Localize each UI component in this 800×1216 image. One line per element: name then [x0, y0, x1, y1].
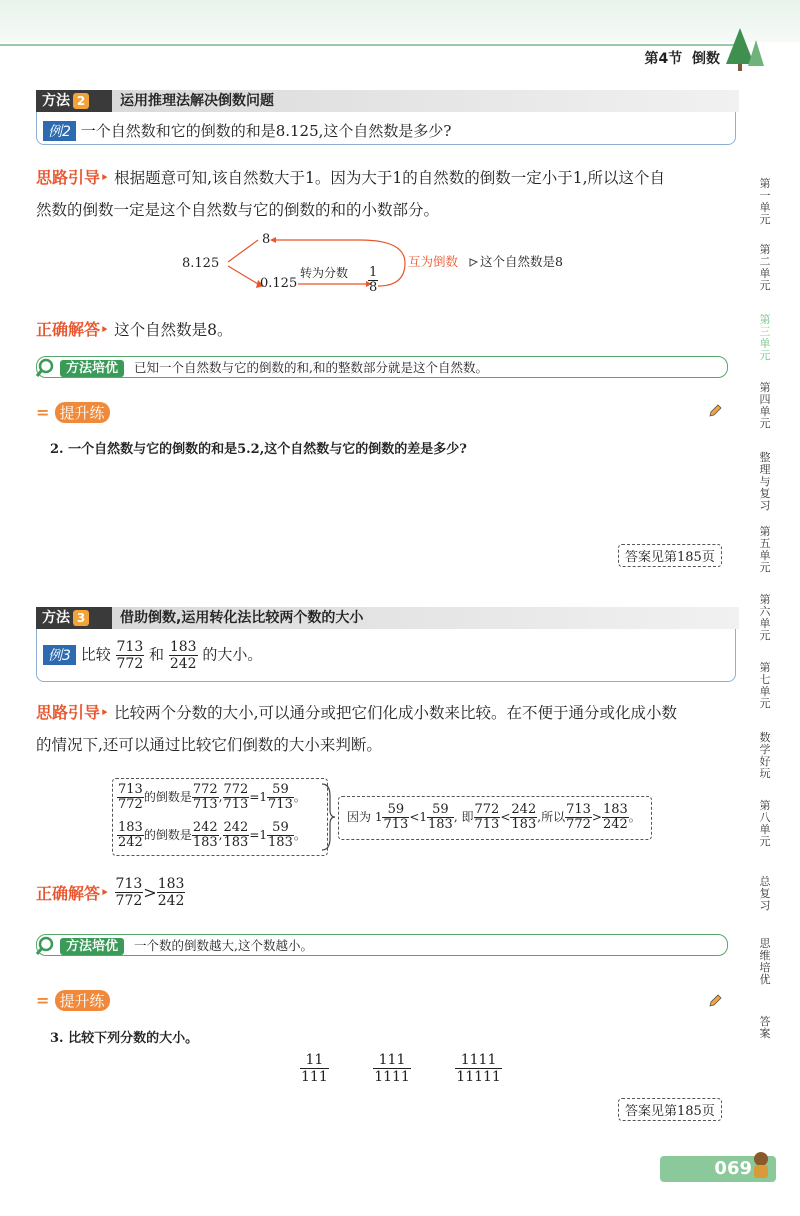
method2-tag: 方法 2	[36, 90, 112, 112]
answer-fraction-1: $\frac{713}{772}$	[115, 876, 143, 909]
answer-fraction-2: $\frac{183}{242}$	[157, 876, 185, 909]
diagram-top: 8	[262, 232, 271, 247]
reciprocal-box	[112, 778, 328, 856]
conclusion-line: 因为 1 $\frac{59}{713}$ <1 $\frac{59}{183}$ , 即 $\frac{772}{713}$ < $\frac{242}{183}$ ,所以 $\frac{713}{772}$ > $\frac{183}{242}$ 。	[347, 802, 641, 832]
question-fraction: $\frac{1111}{11111}$	[456, 1052, 501, 1085]
tip-text: 一个数的倒数越大,这个数越小。	[134, 938, 313, 953]
section-label	[645, 48, 721, 68]
answer-text: 这个自然数是8。	[114, 321, 233, 339]
fraction-1: $\frac{713}{772}$	[116, 639, 144, 672]
reciprocal-line-1: $\frac{713}{772}$ 的倒数是 $\frac{772}{713}$ , $\frac{772}{713}$ =1 $\frac{59}{713}$ 。	[118, 782, 306, 812]
size-word: 的大小。	[202, 645, 263, 664]
character-icon	[750, 1150, 772, 1180]
section-number: 第4节	[644, 51, 683, 67]
hint-label: 思路引导	[36, 168, 101, 187]
practice-label: 提升练	[55, 402, 110, 423]
practice3-question: 3. 比较下列分数的大小。	[50, 1031, 199, 1046]
method3-tag: 方法 3	[36, 607, 112, 629]
side-tab[interactable]: 整 理 与 复 习	[759, 451, 771, 512]
practice2-question: 2. 一个自然数与它的倒数的和是5.2,这个自然数与它的倒数的差是多少?	[50, 442, 467, 457]
answer-ref: 答案见第185页	[618, 1098, 722, 1121]
header-divider	[0, 44, 735, 46]
diagram-conclusion: 这个自然数是8	[480, 254, 563, 269]
hint-label: 思路引导	[36, 703, 101, 722]
reciprocal-line-2: $\frac{183}{242}$ 的倒数是 $\frac{242}{183}$ , $\frac{242}{183}$ =1 $\frac{59}{183}$ 。	[118, 820, 306, 850]
example-tag: 例2	[43, 121, 76, 141]
diagram-total: 8.125	[182, 256, 220, 271]
hint-line: 根据题意可知,该自然数大于1。因为大于1的自然数的倒数一定小于1,所以这个自	[114, 169, 666, 187]
magnifier-icon	[34, 934, 56, 956]
section-topic: 倒数	[692, 51, 720, 67]
side-tab[interactable]: 第 七 单 元	[759, 661, 771, 710]
practice3-heading: = 提升练	[36, 990, 110, 1011]
page-number: 069	[714, 1158, 752, 1179]
side-tab-active[interactable]: 第 三 单 元	[759, 313, 771, 362]
hint-line: 的情况下,还可以通过比较它们倒数的大小来判断。	[36, 736, 382, 754]
answer-ref: 答案见第185页	[618, 544, 722, 567]
diagram-bottom: 0.125	[260, 276, 298, 291]
compare-word: 比较	[80, 645, 111, 664]
pencil-icon	[708, 404, 722, 418]
side-tab[interactable]: 第 一 单 元	[759, 177, 771, 226]
example2-box	[36, 112, 736, 145]
fraction-2: $\frac{183}{242}$	[169, 639, 197, 672]
question-fraction: $\frac{11}{111}$	[301, 1052, 328, 1085]
answer-label: 正确解答	[36, 320, 101, 339]
conclusion-box	[338, 796, 652, 840]
question-fractions	[300, 1052, 502, 1085]
reasoning-diagram	[180, 228, 600, 304]
practice-label: 提升练	[55, 990, 110, 1011]
pencil-icon	[708, 994, 722, 1008]
tip-tag: 方法培优	[60, 360, 124, 377]
method-number-badge: 2	[73, 93, 89, 109]
answer3: 正确解答‣ $\frac{713}{772}$ > $\frac{183}{242}$	[36, 876, 185, 909]
hint3: 思路引导‣ 比较两个分数的大小,可以通分或把它们化成小数来比较。在不便于通分或化成小数 的情况下,还可以通过比较它们倒数的大小来判断。	[36, 703, 678, 754]
tip-text: 已知一个自然数与它的倒数的和,和的整数部分就是这个自然数。	[134, 360, 488, 375]
side-tab[interactable]: 第 五 单 元	[759, 525, 771, 574]
diagram-fraction: $\frac{1}{8}$	[369, 265, 378, 295]
side-tab[interactable]: 第 六 单 元	[759, 593, 771, 642]
tip3	[60, 935, 313, 954]
tip2	[60, 357, 488, 376]
side-tab[interactable]: 答 案	[759, 1015, 771, 1040]
practice2-heading: = 提升练	[36, 402, 110, 423]
side-tab[interactable]: 第 八 单 元	[759, 799, 771, 848]
diagram-convert: 转为分数	[300, 266, 349, 280]
tip-tag: 方法培优	[60, 938, 124, 955]
brace-icon	[320, 782, 336, 852]
hint-line: 然数的倒数一定是这个自然数与它的倒数的和的小数部分。	[36, 201, 440, 219]
question-fraction: $\frac{111}{1111}$	[374, 1052, 410, 1085]
side-tab[interactable]: 第 四 单 元	[759, 381, 771, 430]
example-text: 一个自然数和它的倒数的和是8.125,这个自然数是多少?	[80, 122, 452, 140]
method3-title: 借助倒数,运用转化法比较两个数的大小	[120, 610, 364, 626]
side-tab[interactable]: 数 学 好 玩	[759, 731, 771, 780]
magnifier-icon	[34, 356, 56, 378]
example-tag: 例3	[43, 645, 76, 665]
and-word: 和	[149, 645, 165, 664]
side-tab[interactable]: 总 复 习	[759, 875, 771, 912]
side-tab[interactable]: 第 二 单 元	[759, 243, 771, 292]
hint2: 思路引导‣ 根据题意可知,该自然数大于1。因为大于1的自然数的倒数一定小于1,所以这个自 然数的倒数一定是这个自然数与它的倒数的和的小数部分。	[36, 168, 666, 219]
answer2: 正确解答‣ 这个自然数是8。	[36, 320, 233, 339]
hint-line: 比较两个分数的大小,可以通分或把它们化成小数来比较。在不便于通分或化成小数	[114, 704, 678, 722]
diagram-mutual: 互为倒数	[408, 254, 459, 269]
side-tab[interactable]: 思 维 培 优	[759, 937, 771, 986]
example3-box	[36, 629, 736, 682]
header-band	[0, 0, 800, 42]
method-number-badge: 3	[73, 610, 89, 626]
answer-label: 正确解答	[36, 884, 101, 903]
method2-title: 运用推理法解决倒数问题	[120, 93, 274, 109]
tree-icon	[722, 26, 766, 72]
